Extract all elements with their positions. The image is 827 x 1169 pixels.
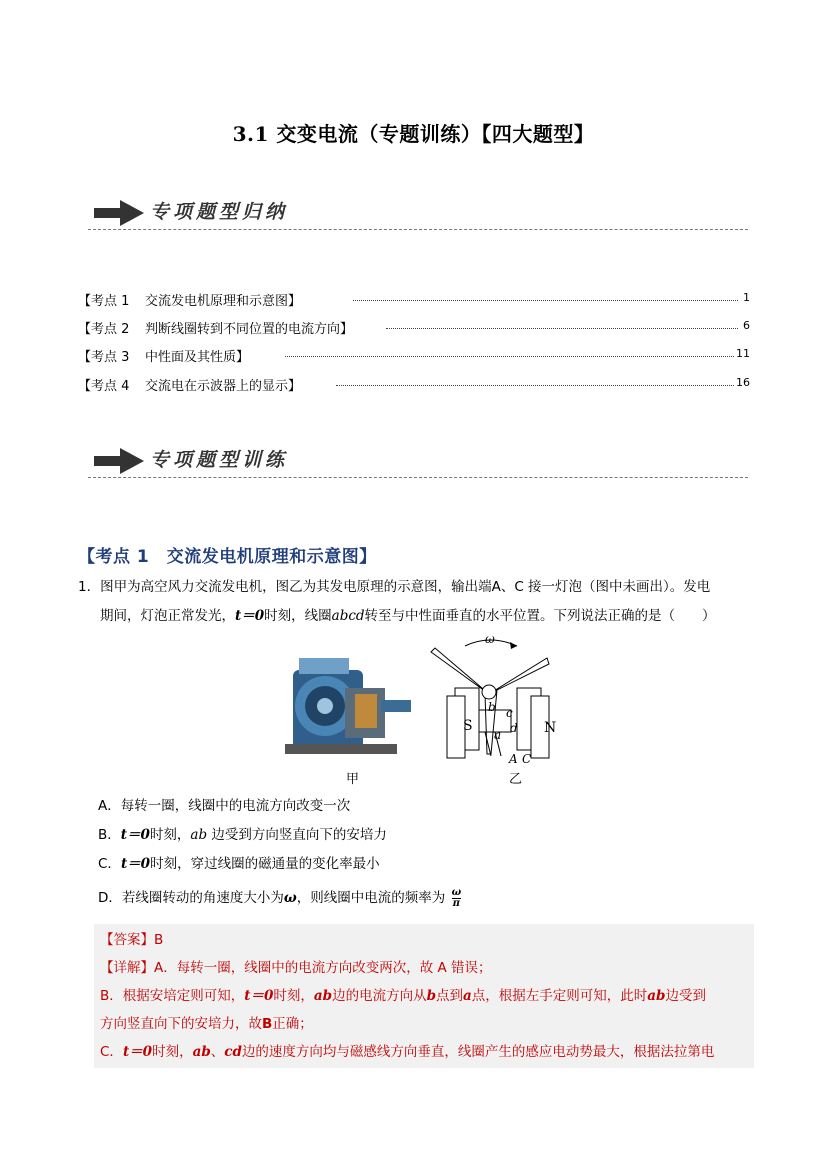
arrow-icon	[94, 200, 146, 226]
var-b: b	[426, 988, 437, 1004]
explanation-line-4	[100, 1040, 714, 1060]
var-ab: ab	[313, 988, 333, 1004]
var-omega: ω	[283, 890, 297, 906]
coil-a-label: a	[494, 728, 502, 742]
explanation-line-3	[100, 1012, 313, 1032]
answer-label: 【答案】B	[100, 932, 164, 948]
option-c-prefix: C．	[98, 856, 121, 872]
exp-text: 点到	[436, 988, 464, 1004]
option-b[interactable]	[98, 823, 387, 843]
caption-left: 甲	[346, 772, 360, 787]
var-B: B	[262, 1016, 273, 1032]
summary-banner	[88, 196, 748, 230]
option-c-text: 时刻，穿过线圈的磁通量的变化率最小	[150, 856, 380, 872]
exp-text: 边的电流方向从	[332, 988, 427, 1004]
coil-b-label: b	[488, 700, 496, 714]
var-t0: t＝0	[235, 608, 265, 624]
var-ab: ab	[190, 827, 208, 843]
exp-text: C．	[100, 1044, 123, 1060]
exp-text: 边受到	[665, 988, 706, 1004]
option-d-text: ，则线圈中电流的频率为	[296, 890, 446, 906]
question-stem	[78, 573, 754, 631]
toc-name: 判断线圈转到不同位置的电流方向】	[145, 322, 354, 337]
section-heading: 【考点 1 交流发电机原理和示意图】	[78, 547, 377, 567]
question-number: 1．	[78, 579, 101, 595]
banner-divider	[88, 477, 748, 478]
fraction-denominator: π	[452, 897, 460, 909]
training-banner	[88, 444, 748, 478]
banner-divider	[88, 229, 748, 230]
toc-page: 1	[743, 291, 750, 304]
var-t0: t＝0	[244, 988, 274, 1004]
exp-text: 边的速度方向均与磁感线方向垂直，线圈产生的感应电动势最大，根据法拉第电	[241, 1044, 715, 1060]
exp-text: 、	[210, 1044, 225, 1060]
magnet-s-label: S	[463, 718, 473, 734]
toc-row-3[interactable]	[78, 346, 750, 366]
toc-leader	[285, 356, 734, 357]
question-text-2a: 期间，灯泡正常发光，	[100, 608, 235, 624]
var-cd: cd	[224, 1044, 242, 1060]
exp-text: B．根据安培定则可知，	[100, 988, 245, 1004]
toc-key: 【考点 3	[78, 350, 130, 365]
coil-d-label: d	[510, 721, 518, 735]
training-banner-label: 专项题型训练	[150, 449, 289, 471]
option-b-text: 边受到方向竖直向下的安培力	[207, 827, 387, 843]
var-a: a	[463, 988, 472, 1004]
caption-right: 乙	[509, 772, 523, 787]
toc-page: 16	[736, 376, 750, 389]
exp-text: 点，根据左手定则可知，此时	[471, 988, 648, 1004]
toc-name: 交流发电机原理和示意图】	[145, 294, 302, 309]
explanation-line-2	[100, 984, 706, 1004]
question-line-1	[78, 573, 754, 602]
generator-photo	[285, 648, 417, 760]
toc-row-2[interactable]	[78, 318, 750, 338]
var-t0: t＝0	[120, 827, 150, 843]
question-line-2	[78, 602, 754, 631]
var-ab: ab	[192, 1044, 211, 1060]
toc-key: 【考点 4	[78, 379, 130, 394]
page-title: 3.1 交变电流（专题训练）【四大题型】	[232, 122, 595, 146]
var-abcd: abcd	[331, 608, 365, 624]
question-text-2c: 转至与中性面垂直的水平位置。下列说法正确的是（ ）	[364, 608, 716, 624]
exp-text: 方向竖直向下的安培力，故	[100, 1016, 262, 1032]
question-text-2b: 时刻，线圈	[264, 608, 332, 624]
var-t0: t＝0	[120, 856, 151, 872]
exp-text: 时刻，	[152, 1044, 193, 1060]
var-t0: t＝0	[122, 1044, 153, 1060]
option-d-prefix: D．若线圈转动的角速度大小为	[98, 890, 284, 906]
terminal-c-label: C	[522, 752, 532, 766]
explanation-line-1: 【详解】A．每转一圈，线圈中的电流方向改变两次，故 A 错误；	[100, 960, 492, 976]
toc-name: 中性面及其性质】	[145, 350, 250, 365]
option-b-prefix: B．	[98, 827, 121, 843]
option-d[interactable]	[98, 886, 461, 909]
toc-key: 【考点 2	[78, 322, 130, 337]
question-text-1: 图甲为高空风力交流发电机，图乙为其发电原理的示意图，输出端A、C 接一灯泡（图中未画出）。发电	[100, 579, 711, 595]
toc-row-4[interactable]	[78, 375, 750, 395]
option-c[interactable]	[98, 852, 380, 872]
toc-row-1[interactable]	[78, 290, 750, 310]
toc-leader	[386, 328, 738, 329]
terminal-a-label: A	[509, 752, 518, 766]
exp-text: 正确；	[272, 1016, 313, 1032]
arrow-icon	[94, 448, 146, 474]
summary-banner-label: 专项题型归纳	[150, 201, 289, 223]
magnet-n-label: N	[544, 720, 557, 736]
toc-name: 交流电在示波器上的显示】	[145, 379, 302, 394]
var-ab: ab	[647, 988, 666, 1004]
exp-text: 时刻，	[273, 988, 314, 1004]
toc-page: 11	[736, 347, 750, 360]
option-b-mid: 时刻，	[149, 827, 191, 843]
fraction-numerator: ω	[451, 886, 462, 898]
omega-label: ω	[485, 632, 495, 646]
fraction	[452, 888, 462, 909]
coil-c-label: c	[506, 706, 513, 720]
option-a[interactable]: A．每转一圈，线圈中的电流方向改变一次	[98, 798, 351, 814]
toc-page: 6	[743, 319, 750, 332]
toc-leader	[336, 385, 734, 386]
toc-key: 【考点 1	[78, 294, 130, 309]
toc-leader	[353, 300, 738, 301]
